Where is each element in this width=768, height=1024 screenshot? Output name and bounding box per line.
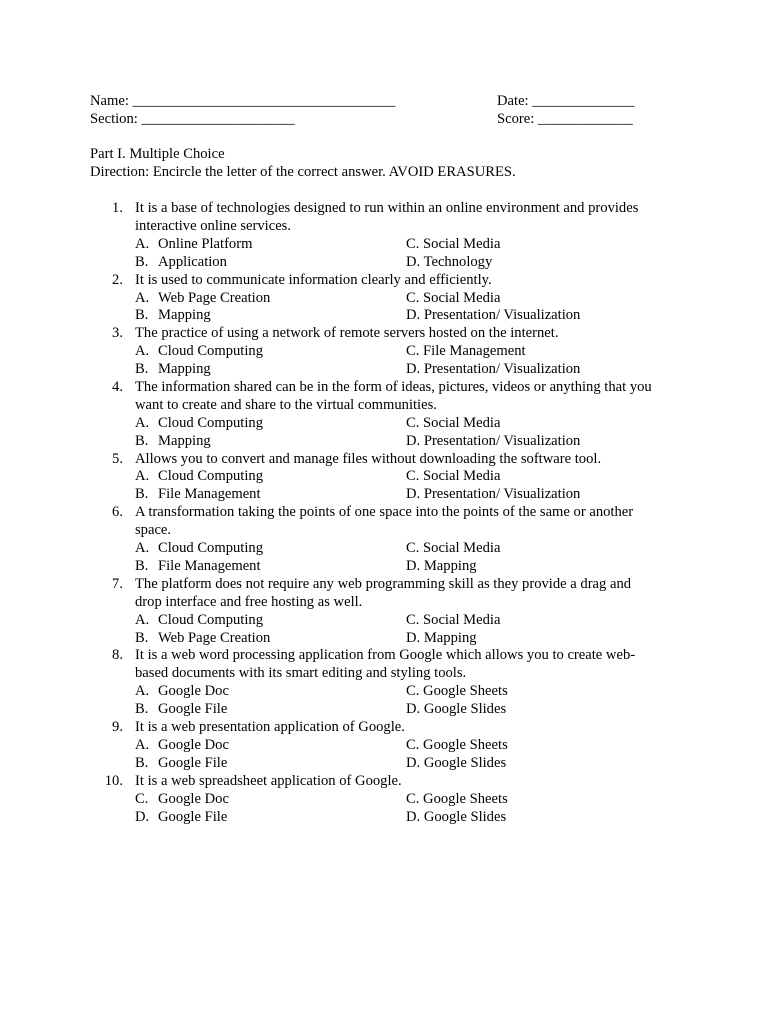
option-left bbox=[135, 630, 270, 648]
option-left bbox=[135, 468, 263, 486]
option-row bbox=[0, 236, 768, 254]
option-left bbox=[135, 307, 211, 325]
option-left bbox=[135, 343, 263, 361]
option-letter: B. bbox=[135, 701, 149, 718]
option-letter: B. bbox=[135, 557, 149, 574]
option-right: C. Social Media bbox=[406, 540, 501, 557]
option-left bbox=[135, 290, 270, 308]
question-item bbox=[0, 576, 768, 648]
option-right: D. Google Slides bbox=[406, 754, 507, 771]
option-left bbox=[135, 415, 263, 433]
option-row bbox=[0, 630, 768, 648]
question-number: 9. bbox=[112, 719, 123, 736]
question-line: It is a web presentation application of Google. bbox=[135, 719, 405, 736]
option-text: Google Doc bbox=[158, 683, 229, 700]
option-row bbox=[0, 540, 768, 558]
option-row bbox=[0, 612, 768, 630]
question-line: interactive online services. bbox=[135, 217, 292, 234]
option-right: C. Social Media bbox=[406, 414, 501, 431]
option-right: C. Social Media bbox=[406, 289, 501, 306]
option-left bbox=[135, 361, 211, 379]
question-text bbox=[135, 379, 675, 415]
question-line: based documents with its smart editing and styling tools. bbox=[135, 665, 467, 682]
question-item bbox=[0, 200, 768, 272]
question-number: 3. bbox=[112, 325, 123, 342]
option-text: Google File bbox=[158, 701, 228, 718]
score-field: Score: _____________ bbox=[497, 111, 633, 127]
question-line: It is a web word processing application from Google which allows you to create web- bbox=[135, 647, 636, 664]
option-letter: A. bbox=[135, 414, 150, 431]
option-letter: A. bbox=[135, 235, 150, 252]
question-text bbox=[135, 647, 675, 683]
question-text bbox=[135, 272, 675, 290]
question-line: It is used to communicate information clearly and efficiently. bbox=[135, 271, 492, 288]
option-letter: B. bbox=[135, 432, 149, 449]
question-item bbox=[0, 272, 768, 326]
option-text: Google File bbox=[158, 754, 228, 771]
option-letter: B. bbox=[135, 486, 149, 503]
question-text bbox=[135, 576, 675, 612]
option-letter: B. bbox=[135, 307, 149, 324]
option-row bbox=[0, 701, 768, 719]
option-right: C. Social Media bbox=[406, 235, 501, 252]
option-right: D. Presentation/ Visualization bbox=[406, 361, 581, 378]
option-text: Google Doc bbox=[158, 736, 229, 753]
option-text: Cloud Computing bbox=[158, 540, 264, 557]
option-left bbox=[135, 737, 229, 755]
option-text: Online Platform bbox=[158, 235, 253, 252]
question-text bbox=[135, 504, 675, 540]
option-right: C. Google Sheets bbox=[406, 683, 508, 700]
option-letter: A. bbox=[135, 343, 150, 360]
option-letter: D. bbox=[135, 808, 150, 825]
option-row bbox=[0, 433, 768, 451]
question-line: It is a web spreadsheet application of Google. bbox=[135, 772, 402, 789]
option-row bbox=[0, 791, 768, 809]
option-text: File Management bbox=[158, 557, 261, 574]
option-text: Web Page Creation bbox=[158, 289, 271, 306]
option-row bbox=[0, 755, 768, 773]
option-row bbox=[0, 307, 768, 325]
option-left bbox=[135, 254, 227, 272]
question-line: The platform does not require any web programming skill as they provide a drag and bbox=[135, 575, 632, 592]
question-number: 4. bbox=[112, 378, 123, 395]
question-line: The information shared can be in the form of ideas, pictures, videos or anything that you bbox=[135, 378, 652, 395]
option-left bbox=[135, 809, 227, 827]
option-left bbox=[135, 433, 211, 451]
option-letter: A. bbox=[135, 611, 150, 628]
question-item bbox=[0, 325, 768, 379]
option-letter: B. bbox=[135, 629, 149, 646]
option-text: Mapping bbox=[158, 361, 211, 378]
question-item bbox=[0, 773, 768, 827]
question-number: 1. bbox=[112, 200, 123, 216]
option-right: C. File Management bbox=[406, 343, 526, 360]
question-item bbox=[0, 379, 768, 451]
part-direction: Direction: Encircle the letter of the correct answer. AVOID ERASURES. bbox=[90, 163, 516, 180]
option-letter: A. bbox=[135, 540, 150, 557]
question-text bbox=[135, 325, 675, 343]
option-text: Cloud Computing bbox=[158, 343, 264, 360]
option-row bbox=[0, 468, 768, 486]
option-right: D. Presentation/ Visualization bbox=[406, 432, 581, 449]
option-text: Cloud Computing bbox=[158, 611, 264, 628]
option-letter: A. bbox=[135, 736, 150, 753]
option-right: C. Google Sheets bbox=[406, 736, 508, 753]
option-row bbox=[0, 290, 768, 308]
question-text bbox=[135, 773, 675, 791]
question-text bbox=[135, 719, 675, 737]
option-text: Google Doc bbox=[158, 790, 229, 807]
option-text: Mapping bbox=[158, 307, 211, 324]
option-right: C. Social Media bbox=[406, 468, 501, 485]
question-number: 5. bbox=[112, 450, 123, 467]
option-left bbox=[135, 701, 227, 719]
part-title: Part I. Multiple Choice bbox=[90, 146, 225, 162]
option-row bbox=[0, 683, 768, 701]
option-left bbox=[135, 236, 252, 254]
option-text: Application bbox=[158, 253, 227, 270]
name-field: Name: ____________________________________ bbox=[90, 93, 396, 109]
option-left bbox=[135, 540, 263, 558]
question-text bbox=[135, 200, 675, 236]
option-left bbox=[135, 612, 263, 630]
question-number: 8. bbox=[112, 647, 123, 664]
part-heading bbox=[90, 146, 516, 182]
question-line: want to create and share to the virtual communities. bbox=[135, 396, 437, 413]
option-text: Mapping bbox=[158, 432, 211, 449]
option-letter: A. bbox=[135, 289, 150, 306]
option-right: D. Presentation/ Visualization bbox=[406, 486, 581, 503]
option-right: D. Mapping bbox=[406, 557, 477, 574]
question-item bbox=[0, 719, 768, 773]
option-right: C. Google Sheets bbox=[406, 790, 508, 807]
option-row bbox=[0, 486, 768, 504]
option-left bbox=[135, 683, 229, 701]
option-right: D. Technology bbox=[406, 253, 493, 270]
option-row bbox=[0, 343, 768, 361]
option-left bbox=[135, 486, 261, 504]
question-number: 6. bbox=[112, 504, 123, 521]
option-left bbox=[135, 791, 229, 809]
option-row bbox=[0, 558, 768, 576]
question-line: The practice of using a network of remote servers hosted on the internet. bbox=[135, 325, 559, 342]
option-text: Cloud Computing bbox=[158, 468, 264, 485]
option-right: D. Google Slides bbox=[406, 808, 507, 825]
question-line: drop interface and free hosting as well. bbox=[135, 593, 363, 610]
question-item bbox=[0, 647, 768, 719]
option-row bbox=[0, 254, 768, 272]
option-row bbox=[0, 415, 768, 433]
question-text bbox=[135, 451, 675, 469]
question-line: Allows you to convert and manage files without downloading the software tool. bbox=[135, 450, 602, 467]
date-field: Date: ______________ bbox=[497, 93, 635, 109]
section-field: Section: _____________________ bbox=[90, 111, 295, 127]
option-right: D. Mapping bbox=[406, 629, 477, 646]
option-text: Google File bbox=[158, 808, 228, 825]
option-letter: B. bbox=[135, 361, 149, 378]
option-text: Web Page Creation bbox=[158, 629, 271, 646]
question-number: 7. bbox=[112, 575, 123, 592]
question-line: It is a base of technologies designed to run within an online environment and provides bbox=[135, 200, 639, 216]
option-letter: B. bbox=[135, 253, 149, 270]
question-number: 2. bbox=[112, 271, 123, 288]
option-left bbox=[135, 558, 261, 576]
option-row bbox=[0, 737, 768, 755]
question-item bbox=[0, 504, 768, 576]
option-letter: A. bbox=[135, 468, 150, 485]
option-right: D. Google Slides bbox=[406, 701, 507, 718]
option-row bbox=[0, 361, 768, 379]
option-letter: C. bbox=[135, 790, 149, 807]
option-left bbox=[135, 755, 227, 773]
option-letter: A. bbox=[135, 683, 150, 700]
question-list bbox=[0, 200, 768, 826]
option-row bbox=[0, 809, 768, 827]
question-line: A transformation taking the points of one space into the points of the same or another bbox=[135, 504, 634, 521]
option-right: D. Presentation/ Visualization bbox=[406, 307, 581, 324]
option-text: Cloud Computing bbox=[158, 414, 264, 431]
option-right: C. Social Media bbox=[406, 611, 501, 628]
question-number: 10. bbox=[104, 772, 123, 789]
option-letter: B. bbox=[135, 754, 149, 771]
option-text: File Management bbox=[158, 486, 261, 503]
question-line: space. bbox=[135, 522, 172, 539]
question-item bbox=[0, 451, 768, 505]
